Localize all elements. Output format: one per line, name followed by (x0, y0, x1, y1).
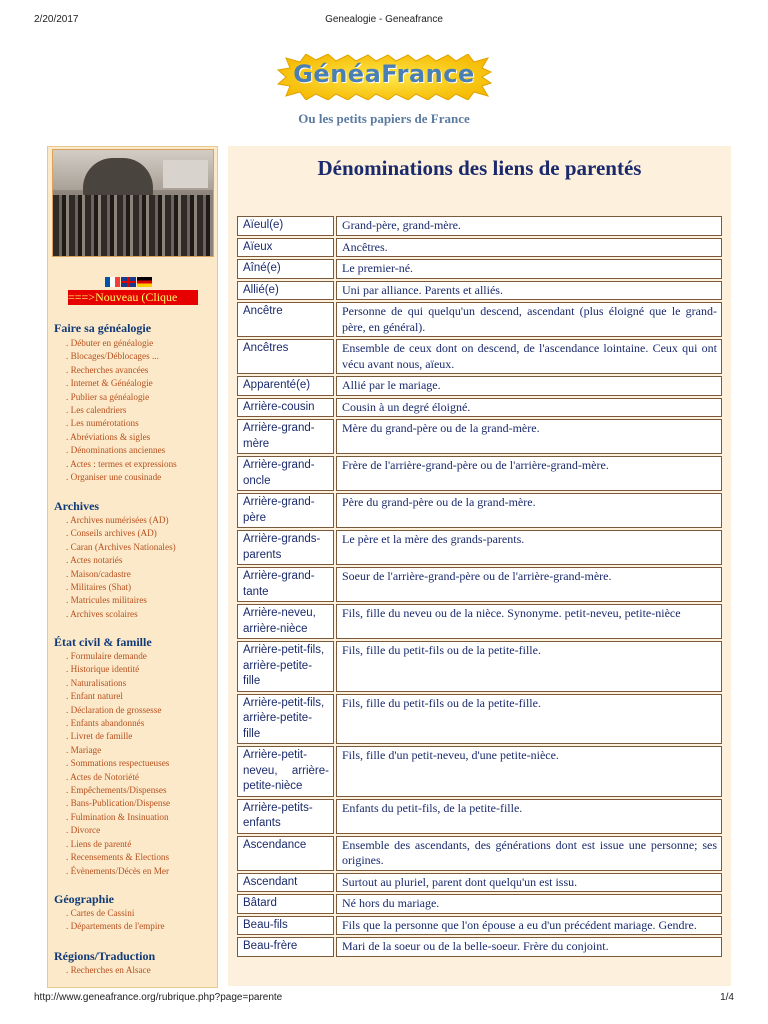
site-tagline: Ou les petits papiers de France (298, 111, 470, 126)
table-row (237, 894, 722, 914)
section-title-archives: Archives (54, 499, 100, 513)
definition-cell: Frère de l'arrière-grand-père ou de l'arrière-grand-mère. (336, 456, 722, 491)
nav-list-regions (66, 964, 151, 977)
definition-cell: Fils, fille du neveu ou de la nièce. Synonyme. petit-neveu, petite-nièce (336, 604, 722, 639)
term-cell: Arrière-grand-oncle (237, 456, 334, 491)
table-row (237, 259, 722, 279)
nav-item[interactable]: . Matricules militaires (66, 594, 176, 607)
nav-item[interactable]: . Départements de l'empire (66, 920, 165, 933)
nav-item[interactable]: . Maison/cadastre (66, 568, 176, 581)
term-cell: Aîné(e) (237, 259, 334, 279)
definition-cell: Mari de la soeur ou de la belle-soeur. Frère du conjoint. (336, 937, 722, 957)
definition-cell: Fils, fille d'un petit-neveu, d'une petite-nièce. (336, 746, 722, 797)
french-flag-icon[interactable] (105, 277, 120, 287)
table-row (237, 493, 722, 528)
term-cell: Ascendance (237, 836, 334, 871)
definition-cell: Ancêtres. (336, 238, 722, 258)
table-row (237, 937, 722, 957)
table-row (237, 916, 722, 936)
nav-item[interactable]: . Cartes de Cassini (66, 907, 165, 920)
nav-item[interactable]: . Organiser une cousinade (66, 471, 177, 484)
term-cell: Arrière-grands-parents (237, 530, 334, 565)
nav-item[interactable]: . Débuter en généalogie (66, 337, 177, 350)
table-row (237, 530, 722, 565)
definition-cell: Ensemble des ascendants, des générations dont est issue une personne; ses origines. (336, 836, 722, 871)
term-cell: Aïeux (237, 238, 334, 258)
nav-item[interactable]: . Publier sa généalogie (66, 391, 177, 404)
nav-item[interactable]: . Recherches avancées (66, 364, 177, 377)
definition-cell: Soeur de l'arrière-grand-père ou de l'arrière-grand-mère. (336, 567, 722, 602)
nav-item[interactable]: . Sommations respectueuses (66, 757, 170, 770)
definition-cell: Né hors du mariage. (336, 894, 722, 914)
historical-photo (52, 149, 214, 257)
definition-cell: Fils, fille du petit-fils ou de la petite-fille. (336, 694, 722, 745)
table-row (237, 799, 722, 834)
nav-item[interactable]: . Enfants abandonnés (66, 717, 170, 730)
nav-item[interactable]: . Caran (Archives Nationales) (66, 541, 176, 554)
table-row (237, 376, 722, 396)
nav-item[interactable]: . Livret de famille (66, 730, 170, 743)
table-row (237, 567, 722, 602)
definition-cell: Mère du grand-père ou de la grand-mère. (336, 419, 722, 454)
term-cell: Arrière-petit-fils, arrière-petite-fille (237, 641, 334, 692)
term-cell: Arrière-neveu, arrière-nièce (237, 604, 334, 639)
nav-item[interactable]: . Blocages/Déblocages ... (66, 350, 177, 363)
table-row (237, 873, 722, 893)
nav-item[interactable]: . Conseils archives (AD) (66, 527, 176, 540)
definition-cell: Fils, fille du petit-fils ou de la petite-fille. (336, 641, 722, 692)
nav-item[interactable]: . Les calendriers (66, 404, 177, 417)
page-title: Dénominations des liens de parentés (317, 156, 642, 180)
nav-item[interactable]: . Actes : termes et expressions (66, 458, 177, 471)
term-cell: Beau-frère (237, 937, 334, 957)
logo-text: GénéaFrance (293, 60, 475, 88)
table-row (237, 641, 722, 692)
term-cell: Ancêtre (237, 302, 334, 337)
table-row (237, 456, 722, 491)
definition-cell: Ensemble de ceux dont on descend, de l'ascendance lointaine. Ceux qui ont vécu avant nous, aïeux. (336, 339, 722, 374)
table-row (237, 281, 722, 301)
definition-cell: Cousin à un degré éloigné. (336, 398, 722, 418)
nav-list-archives (66, 514, 176, 621)
nav-item[interactable]: . Les numérotations (66, 417, 177, 430)
print-page-number: 1/4 (720, 992, 734, 1003)
section-title-regions: Régions/Traduction (54, 949, 156, 963)
nav-item[interactable]: . Internet & Généalogie (66, 377, 177, 390)
nav-item[interactable]: . Naturalisations (66, 677, 170, 690)
sidebar (47, 146, 218, 988)
table-row (237, 238, 722, 258)
main-content (228, 146, 731, 986)
german-flag-icon[interactable] (137, 277, 152, 287)
nav-item[interactable]: . Déclaration de grossesse (66, 704, 170, 717)
term-cell: Ancêtres (237, 339, 334, 374)
print-url: http://www.geneafrance.org/rubrique.php?page=parente (34, 992, 283, 1003)
nav-item[interactable]: . Empêchements/Dispenses (66, 784, 170, 797)
term-cell: Beau-fils (237, 916, 334, 936)
definition-cell: Allié par le mariage. (336, 376, 722, 396)
term-cell: Arrière-grand-père (237, 493, 334, 528)
nav-item[interactable]: . Évènements/Décès en Mer (66, 865, 170, 878)
term-cell: Arrière-grand-mère (237, 419, 334, 454)
term-cell: Ascendant (237, 873, 334, 893)
term-cell: Allié(e) (237, 281, 334, 301)
uk-flag-icon[interactable] (121, 277, 136, 287)
table-row (237, 339, 722, 374)
nav-item[interactable]: . Archives numérisées (AD) (66, 514, 176, 527)
table-row (237, 746, 722, 797)
print-page-title: Genealogie - Geneafrance (325, 14, 443, 25)
section-title-etat-civil: État civil & famille (54, 635, 152, 649)
nav-item[interactable]: . Formulaire demande (66, 650, 170, 663)
term-cell: Apparenté(e) (237, 376, 334, 396)
print-date: 2/20/2017 (34, 14, 79, 25)
kinship-table (235, 214, 724, 959)
table-row (237, 836, 722, 871)
nav-list-geographie (66, 907, 165, 934)
nav-list-faire (66, 337, 177, 484)
term-cell: Arrière-cousin (237, 398, 334, 418)
nav-item[interactable]: . Liens de parenté (66, 838, 170, 851)
nav-item[interactable]: . Actes de Notoriété (66, 771, 170, 784)
nav-item[interactable]: . Recherches en Alsace (66, 964, 151, 977)
table-row (237, 604, 722, 639)
definition-cell: Grand-père, grand-mère. (336, 216, 722, 236)
section-title-geographie: Géographie (54, 892, 114, 906)
section-title-faire: Faire sa généalogie (54, 321, 152, 335)
nav-item[interactable]: . Recensements & Elections (66, 851, 170, 864)
term-cell: Bâtard (237, 894, 334, 914)
table-row (237, 216, 722, 236)
table-row (237, 694, 722, 745)
definition-cell: Surtout au pluriel, parent dont quelqu'un est issu. (336, 873, 722, 893)
nav-item[interactable]: . Bans-Publication/Dispense (66, 797, 170, 810)
definition-cell: Le premier-né. (336, 259, 722, 279)
nav-item[interactable]: . Historique identité (66, 663, 170, 676)
definition-cell: Personne de qui quelqu'un descend, ascendant (plus éloigné que le grand-père, en général). (336, 302, 722, 337)
nav-item[interactable]: . Mariage (66, 744, 170, 757)
nav-item[interactable]: . Actes notariés (66, 554, 176, 567)
nav-item[interactable]: . Fulmination & Insinuation (66, 811, 170, 824)
nav-item[interactable]: . Militaires (Shat) (66, 581, 176, 594)
term-cell: Arrière-grand-tante (237, 567, 334, 602)
table-row (237, 302, 722, 337)
term-cell: Arrière-petits-enfants (237, 799, 334, 834)
nav-item[interactable]: . Dénominations anciennes (66, 444, 177, 457)
table-row (237, 398, 722, 418)
language-flags (105, 277, 152, 287)
definition-cell: Père du grand-père ou de la grand-mère. (336, 493, 722, 528)
definition-cell: Le père et la mère des grands-parents. (336, 530, 722, 565)
definition-cell: Fils que la personne que l'on épouse a eu d'un précédent mariage. Gendre. (336, 916, 722, 936)
nav-item[interactable]: . Archives scolaires (66, 608, 176, 621)
nouveau-link[interactable]: ===>Nouveau (Clique (68, 290, 198, 305)
term-cell: Aïeul(e) (237, 216, 334, 236)
term-cell: Arrière-petit-fils, arrière-petite-fille (237, 694, 334, 745)
table-row (237, 419, 722, 454)
definition-cell: Uni par alliance. Parents et alliés. (336, 281, 722, 301)
term-cell: Arrière-petit-neveu, arrière-petite-nièce (237, 746, 334, 797)
nav-item[interactable]: . Divorce (66, 824, 170, 837)
nav-list-etat-civil (66, 650, 170, 878)
definition-cell: Enfants du petit-fils, de la petite-fille. (336, 799, 722, 834)
nav-item[interactable]: . Abréviations & sigles (66, 431, 177, 444)
nav-item[interactable]: . Enfant naturel (66, 690, 170, 703)
